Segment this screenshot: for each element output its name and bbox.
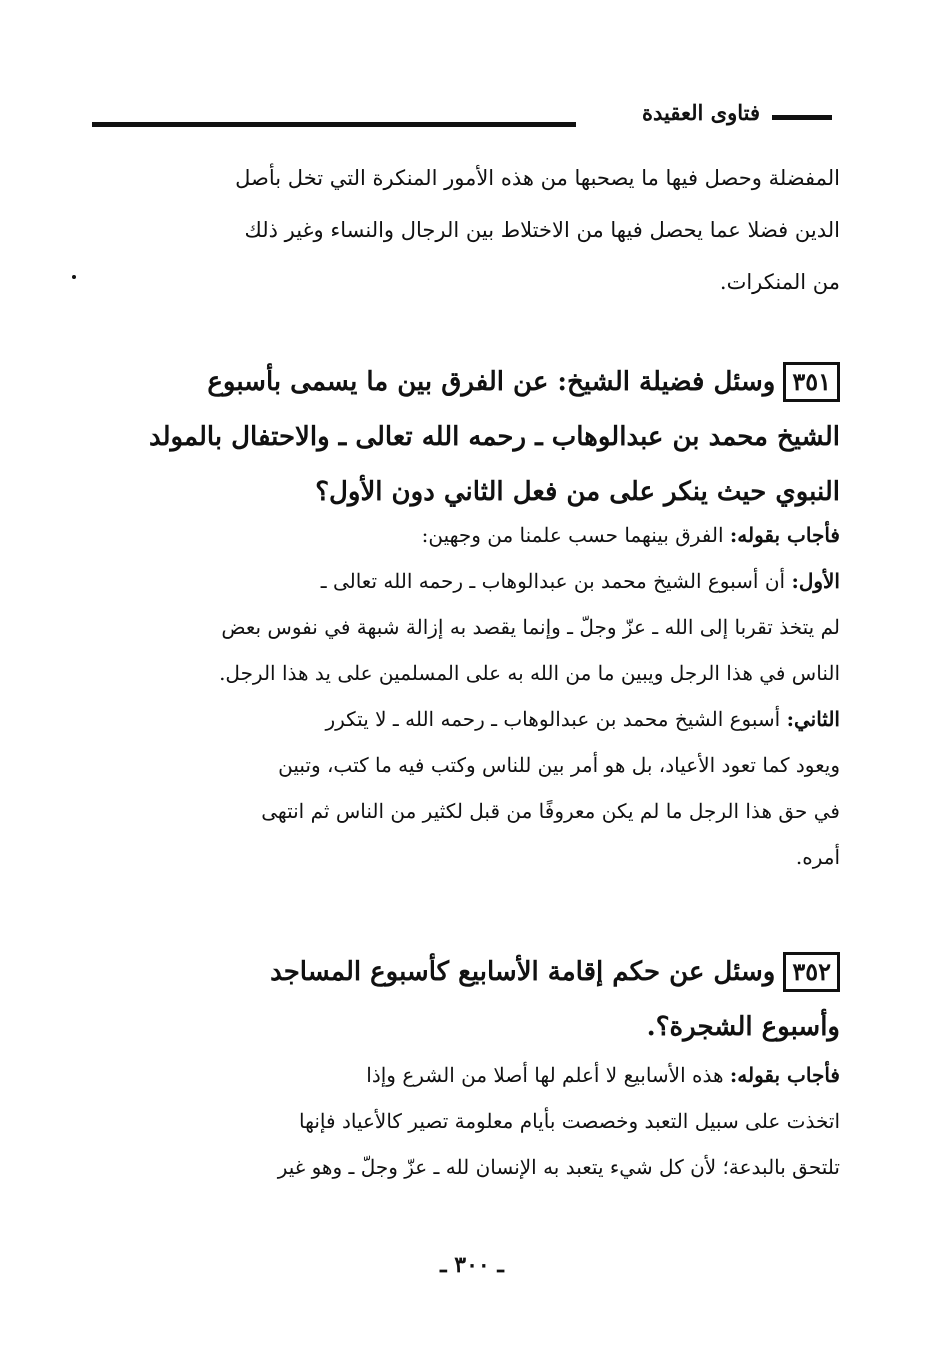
second-point-label: الثاني: — [786, 707, 840, 731]
answer-line: أمره. — [795, 845, 840, 869]
question-line — [100, 945, 840, 1000]
question-text: وسئل فضيلة الشيخ: عن الفرق بين ما يسمى بأسبوع — [207, 367, 776, 397]
text-line: الدين فضلا عما يحصل فيها من الاختلاط بين الرجال والنساء وغير ذلك — [244, 218, 840, 242]
stray-mark — [72, 275, 76, 279]
question-352 — [100, 945, 840, 1055]
header-title: فتاوى العقيدة — [641, 100, 760, 125]
text-line: من المنكرات. — [719, 270, 840, 294]
answer-line: في حق هذا الرجل ما لم يكن معروفًا من قبل لكثير من الناس ثم انتهى — [261, 799, 840, 823]
answer-text: هذه الأسابيع لا أعلم لها أصلا من الشرع وإذا — [366, 1063, 724, 1087]
answer-intro: الفرق بينهما حسب علمنا من وجهين: — [421, 523, 724, 547]
answer-352 — [100, 1052, 840, 1190]
first-point-label: الأول: — [791, 569, 840, 593]
answer-line — [100, 696, 840, 742]
answer-line: اتخذت على سبيل التعبد وخصصت بأيام معلومة تصير كالأعياد فإنها — [299, 1109, 840, 1133]
answer-line: تلتحق بالبدعة؛ لأن كل شيء يتعبد به الإنسان لله ـ عزّ وجلّ ـ وهو غير — [277, 1155, 840, 1179]
answer-line: الناس في هذا الرجل ويبين ما من الله به على المسلمين على يد هذا الرجل. — [219, 661, 840, 685]
question-line: الشيخ محمد بن عبدالوهاب ـ رحمه الله تعالى ـ والاحتفال بالمولد — [148, 422, 840, 452]
header-rule-short — [772, 115, 832, 120]
answer-line — [100, 512, 840, 558]
first-point-text: أن أسبوع الشيخ محمد بن عبدالوهاب ـ رحمه الله تعالى ـ — [320, 569, 786, 593]
answer-label: فأجاب بقوله: — [729, 523, 840, 547]
question-number-box: ٣٥٢ — [783, 952, 840, 992]
page-number: ـ ٣٠٠ ـ — [440, 1252, 504, 1278]
running-header — [92, 100, 832, 136]
question-line — [100, 355, 840, 410]
second-point-text: أسبوع الشيخ محمد بن عبدالوهاب ـ رحمه الله ـ لا يتكرر — [325, 707, 781, 731]
answer-line: ويعود كما تعود الأعياد، بل هو أمر بين للناس وكتب فيه ما كتب، وتبين — [278, 753, 840, 777]
answer-line — [100, 1052, 840, 1098]
answer-line — [100, 558, 840, 604]
text-line: المفضلة وحصل فيها ما يصحبها من هذه الأمور المنكرة التي تخل بأصل — [235, 166, 840, 190]
question-number-box: ٣٥١ — [783, 362, 840, 402]
intro-paragraph — [100, 152, 840, 308]
answer-label: فأجاب بقوله: — [729, 1063, 840, 1087]
question-351 — [100, 355, 840, 520]
answer-line: لم يتخذ تقربا إلى الله ـ عزّ وجلّ ـ وإنما يقصد به إزالة شبهة في نفوس بعض — [221, 615, 840, 639]
answer-351 — [100, 512, 840, 880]
question-line: وأسبوع الشجرة؟. — [646, 1012, 840, 1042]
question-line: النبوي حيث ينكر على من فعل الثاني دون الأول؟ — [315, 477, 840, 507]
question-text: وسئل عن حكم إقامة الأسابيع كأسبوع المساجد — [270, 957, 776, 987]
header-rule-long — [92, 122, 576, 127]
